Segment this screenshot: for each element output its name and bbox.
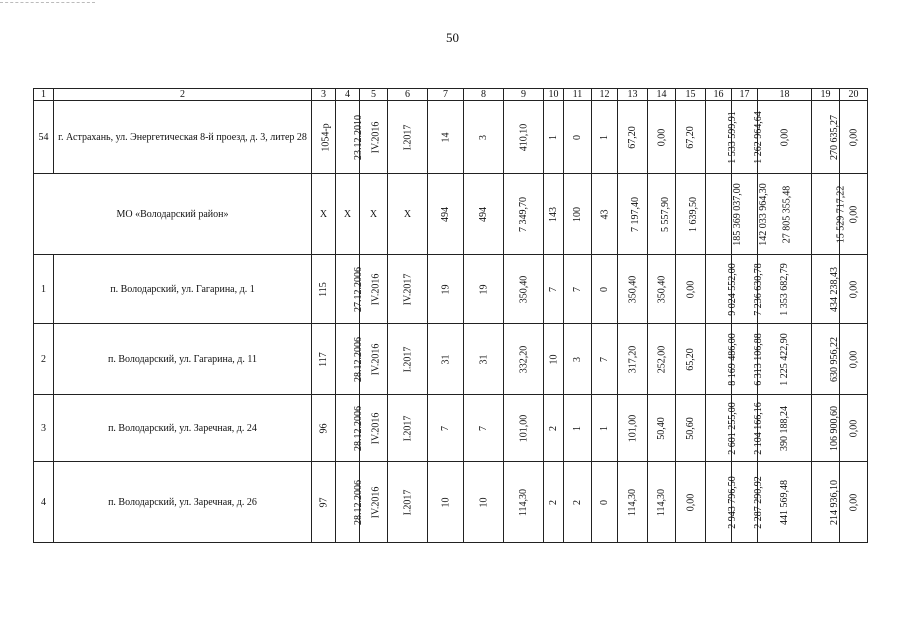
cell-col-3 <box>312 255 336 324</box>
cell-col-3 <box>312 395 336 462</box>
scan-artifact-line <box>0 2 95 4</box>
cell-col-15 <box>676 462 706 543</box>
cell-col-15 <box>676 174 706 255</box>
cell-col-19 <box>812 101 840 174</box>
cell-value: 114,30 <box>626 488 638 516</box>
district-total-row <box>34 174 868 255</box>
cell-col-15 <box>676 255 706 324</box>
column-header-6: 6 <box>388 89 428 101</box>
cell-value: 1054-р <box>320 122 332 152</box>
column-header-7: 7 <box>428 89 464 101</box>
cell-col-18 <box>758 101 812 174</box>
cell-value: 1 262 964,64 <box>752 110 764 164</box>
column-header-20: 20 <box>840 89 868 101</box>
cell-value: 0,00 <box>848 205 859 223</box>
cell-col-14 <box>648 462 676 543</box>
column-header-9: 9 <box>504 89 544 101</box>
cell-value: 1 639,50 <box>688 196 699 232</box>
cell-value: IV.2016 <box>370 486 382 518</box>
cell-col-11 <box>564 101 592 174</box>
cell-value: 390 188,24 <box>779 405 790 451</box>
table-row <box>34 101 868 174</box>
cell-value: 50,40 <box>656 416 667 440</box>
address-cell: г. Астрахань, ул. Энергетическая 8-й проезд, д. 3, литер 28 <box>54 101 312 174</box>
cell-col-3 <box>312 101 336 174</box>
cell-col-10 <box>544 255 564 324</box>
cell-value: 0,00 <box>848 280 859 298</box>
cell-col-15 <box>676 324 706 395</box>
cell-value: IV.2017 <box>401 273 413 305</box>
cell-value: 28.12.2006 <box>353 479 364 525</box>
column-header-16: 16 <box>706 89 732 101</box>
cell-value: 50,60 <box>685 416 696 440</box>
cell-value: 14 <box>440 132 451 142</box>
column-header-13: 13 <box>618 89 648 101</box>
column-header-10: 10 <box>544 89 564 101</box>
cell-value: 0,00 <box>656 128 667 146</box>
cell-col-4 <box>336 324 364 395</box>
cell-value: 31 <box>478 354 489 364</box>
cell-value: 142 033 964,30 <box>757 182 769 246</box>
cell-value: 0,00 <box>848 419 859 437</box>
cell-value: 27.12.2006 <box>353 266 364 312</box>
cell-value: 106 900,60 <box>829 405 840 451</box>
cell-col-7 <box>428 324 464 395</box>
cell-col-16 <box>706 324 738 395</box>
cell-col-9 <box>504 174 544 255</box>
cell-col-8 <box>464 255 504 324</box>
cell-value: 0,00 <box>779 128 790 146</box>
cell-col-13 <box>618 324 648 395</box>
cell-value: 3 <box>478 134 489 140</box>
cell-value: 1 353 682,79 <box>779 262 790 316</box>
cell-col-6 <box>388 174 428 255</box>
cell-value: I.2017 <box>402 415 413 441</box>
cell-col-12 <box>592 324 618 395</box>
cell-col-19 <box>812 324 840 395</box>
cell-col-11 <box>564 174 592 255</box>
cell-col-20 <box>840 255 868 324</box>
cell-col-10 <box>544 324 564 395</box>
cell-col-12 <box>592 395 618 462</box>
cell-col-12 <box>592 174 618 255</box>
cell-col-10 <box>544 174 564 255</box>
cell-col-8 <box>464 324 504 395</box>
cell-col-18 <box>758 462 812 543</box>
cell-value: 0,00 <box>848 350 859 368</box>
cell-value: 7 236 630,78 <box>752 262 764 316</box>
cell-value: 5 557,90 <box>660 196 671 232</box>
row-number: 3 <box>34 395 54 462</box>
cell-col-7 <box>428 255 464 324</box>
cell-col-13 <box>618 101 648 174</box>
row-number: 1 <box>34 255 54 324</box>
cell-col-16 <box>706 174 743 255</box>
cell-col-9 <box>504 324 544 395</box>
cell-value: 114,30 <box>517 488 529 516</box>
cell-value: 494 <box>440 206 451 222</box>
cell-col-7 <box>428 462 464 543</box>
cell-value: 10 <box>548 354 559 364</box>
cell-value: 2 601 255,00 <box>726 401 738 455</box>
cell-col-6 <box>388 255 428 324</box>
cell-col-4 <box>336 174 360 255</box>
cell-value: 410,10 <box>518 123 529 151</box>
cell-value: 67,20 <box>627 125 638 149</box>
cell-value: 19 <box>440 284 451 294</box>
table-row <box>34 324 868 395</box>
cell-col-8 <box>464 101 504 174</box>
cell-value: 8 169 486,00 <box>726 332 738 386</box>
cell-value: 6 313 106,88 <box>752 332 764 386</box>
column-header-11: 11 <box>564 89 592 101</box>
cell-value: I.2017 <box>402 346 413 372</box>
cell-value: 2 943 796,50 <box>726 475 738 529</box>
register-table <box>33 88 868 543</box>
column-header-14: 14 <box>648 89 676 101</box>
cell-value: 2 104 166,16 <box>752 401 764 455</box>
cell-col-14 <box>648 324 676 395</box>
cell-col-13 <box>618 255 648 324</box>
cell-col-9 <box>504 255 544 324</box>
address-cell: п. Володарский, ул. Заречная, д. 26 <box>54 462 312 543</box>
cell-value: Х <box>319 208 328 220</box>
cell-col-18 <box>758 395 812 462</box>
column-header-17: 17 <box>732 89 758 101</box>
cell-value: 7 <box>478 425 489 431</box>
cell-value: 10 <box>478 497 489 507</box>
cell-value: IV.2016 <box>370 121 382 153</box>
column-header-8: 8 <box>464 89 504 101</box>
cell-col-9 <box>504 395 544 462</box>
cell-col-19 <box>812 462 840 543</box>
cell-col-16 <box>706 395 738 462</box>
cell-col-13 <box>618 462 648 543</box>
cell-value: 67,20 <box>685 125 696 149</box>
cell-value: 19 <box>478 284 489 294</box>
cell-col-15 <box>676 101 706 174</box>
cell-value: 96 <box>318 423 329 433</box>
cell-col-9 <box>504 101 544 174</box>
cell-col-9 <box>504 462 544 543</box>
cell-col-20 <box>840 324 868 395</box>
cell-col-4 <box>336 462 364 543</box>
cell-value: 332,20 <box>518 345 529 373</box>
cell-value: 7 <box>548 286 559 292</box>
cell-col-10 <box>544 462 564 543</box>
row-number: 2 <box>34 324 54 395</box>
page-number: 50 <box>446 30 459 45</box>
cell-col-11 <box>564 395 592 462</box>
cell-value: 2 287 290,92 <box>752 475 764 529</box>
cell-value: 28.12.2006 <box>353 336 364 382</box>
cell-col-13 <box>618 174 648 255</box>
cell-col-8 <box>464 174 504 255</box>
cell-value: 9 024 552,00 <box>726 262 738 316</box>
cell-value: 350,40 <box>518 275 529 303</box>
cell-value: 23.12.2010 <box>353 114 364 160</box>
cell-col-7 <box>428 101 464 174</box>
table-row <box>34 395 868 462</box>
cell-value: 441 569,48 <box>779 479 790 525</box>
cell-col-14 <box>648 174 676 255</box>
cell-col-12 <box>592 101 618 174</box>
cell-value: 494 <box>478 206 489 222</box>
cell-value: IV.2016 <box>370 273 382 305</box>
cell-col-19 <box>812 174 847 255</box>
cell-value: 2 <box>548 499 559 505</box>
cell-value: 252,00 <box>656 345 668 373</box>
cell-col-10 <box>544 395 564 462</box>
cell-col-16 <box>706 101 738 174</box>
cell-col-14 <box>648 395 676 462</box>
cell-col-14 <box>648 255 676 324</box>
column-header-3: 3 <box>312 89 336 101</box>
row-number: 54 <box>34 101 54 174</box>
cell-col-4 <box>336 395 364 462</box>
cell-value: 143 <box>548 206 559 222</box>
cell-col-16 <box>706 255 738 324</box>
cell-col-12 <box>592 255 618 324</box>
cell-col-15 <box>676 395 706 462</box>
cell-col-4 <box>336 101 364 174</box>
row-number: 4 <box>34 462 54 543</box>
cell-value: 7 197,40 <box>630 196 641 232</box>
cell-col-7 <box>428 174 464 255</box>
cell-col-19 <box>812 255 840 324</box>
column-header-5: 5 <box>360 89 388 101</box>
cell-value: 31 <box>440 354 451 364</box>
cell-value: 117 <box>317 351 329 367</box>
cell-value: 114,30 <box>656 488 668 516</box>
cell-col-6 <box>388 395 428 462</box>
column-header-18: 18 <box>758 89 812 101</box>
cell-value: I.2017 <box>402 124 413 150</box>
cell-value: 115 <box>317 281 329 297</box>
column-header-12: 12 <box>592 89 618 101</box>
cell-col-7 <box>428 395 464 462</box>
cell-value: 1 <box>572 425 583 431</box>
cell-value: 1 <box>599 425 610 431</box>
district-name: МО «Володарский район» <box>34 174 312 255</box>
header-row <box>34 89 868 101</box>
cell-value: 1 <box>548 134 559 140</box>
cell-value: 1 533 599,91 <box>726 110 738 164</box>
cell-value: 7 <box>572 286 583 292</box>
cell-col-14 <box>648 101 676 174</box>
cell-value: 101,00 <box>518 414 529 442</box>
cell-col-19 <box>812 395 840 462</box>
cell-value: 214 936,10 <box>829 479 840 525</box>
cell-col-11 <box>564 462 592 543</box>
cell-value: IV.2016 <box>370 412 382 444</box>
address-cell: п. Володарский, ул. Гагарина, д. 1 <box>54 255 312 324</box>
cell-col-3 <box>312 462 336 543</box>
cell-col-8 <box>464 462 504 543</box>
cell-value: 7 <box>599 356 610 362</box>
cell-value: 270 635,27 <box>829 114 840 160</box>
cell-col-6 <box>388 462 428 543</box>
cell-col-12 <box>592 462 618 543</box>
cell-value: Х <box>343 208 352 220</box>
cell-col-20 <box>840 462 868 543</box>
cell-value: 28.12.2006 <box>353 405 364 451</box>
cell-value: 1 225 422,90 <box>779 332 790 386</box>
cell-value: Х <box>403 208 412 220</box>
cell-value: 630 956,22 <box>829 336 840 382</box>
cell-col-4 <box>336 255 364 324</box>
cell-col-8 <box>464 395 504 462</box>
cell-value: 0 <box>572 134 583 140</box>
cell-value: 65,20 <box>685 347 696 371</box>
cell-value: 2 <box>548 425 559 431</box>
cell-value: 7 <box>440 425 451 431</box>
cell-value: Х <box>369 208 378 220</box>
cell-value: 350,40 <box>656 275 668 303</box>
cell-col-13 <box>618 395 648 462</box>
cell-value: 7 349,70 <box>518 196 529 232</box>
cell-value: 434 238,43 <box>829 266 840 312</box>
cell-col-11 <box>564 324 592 395</box>
cell-col-10 <box>544 101 564 174</box>
cell-col-11 <box>564 255 592 324</box>
cell-value: I.2017 <box>402 489 413 515</box>
cell-col-3 <box>312 324 336 395</box>
cell-value: 27 805 355,48 <box>781 185 793 243</box>
cell-col-18 <box>758 255 812 324</box>
cell-col-6 <box>388 324 428 395</box>
cell-value: 0,00 <box>685 493 696 511</box>
cell-value: 0,00 <box>685 280 696 298</box>
cell-col-18 <box>758 324 812 395</box>
cell-col-20 <box>840 101 868 174</box>
cell-value: 185 369 037,00 <box>731 182 743 246</box>
cell-value: 0 <box>599 499 610 505</box>
column-header-15: 15 <box>676 89 706 101</box>
cell-col-16 <box>706 462 738 543</box>
column-header-2: 2 <box>54 89 312 101</box>
cell-col-6 <box>388 101 428 174</box>
cell-value: 10 <box>440 497 451 507</box>
table-row <box>34 462 868 543</box>
address-cell: п. Володарский, ул. Заречная, д. 24 <box>54 395 312 462</box>
cell-value: 15 529 717,22 <box>835 185 847 243</box>
cell-value: 100 <box>572 206 583 222</box>
cell-col-5 <box>360 174 388 255</box>
address-cell: п. Володарский, ул. Гагарина, д. 11 <box>54 324 312 395</box>
cell-value: 350,40 <box>627 275 638 303</box>
cell-value: 101,00 <box>627 414 638 442</box>
cell-value: 3 <box>572 356 583 362</box>
cell-value: 2 <box>572 499 583 505</box>
table-row <box>34 255 868 324</box>
cell-value: 1 <box>599 134 610 140</box>
cell-value: 97 <box>318 497 329 507</box>
cell-col-3 <box>312 174 336 255</box>
column-header-19: 19 <box>812 89 840 101</box>
cell-value: 0 <box>599 286 610 292</box>
cell-col-20 <box>840 395 868 462</box>
cell-value: 0,00 <box>848 493 859 511</box>
cell-value: 317,20 <box>627 345 638 373</box>
column-header-1: 1 <box>34 89 54 101</box>
cell-value: 43 <box>599 209 610 219</box>
cell-value: IV.2016 <box>370 343 382 375</box>
column-header-4: 4 <box>336 89 360 101</box>
cell-value: 0,00 <box>848 128 859 146</box>
